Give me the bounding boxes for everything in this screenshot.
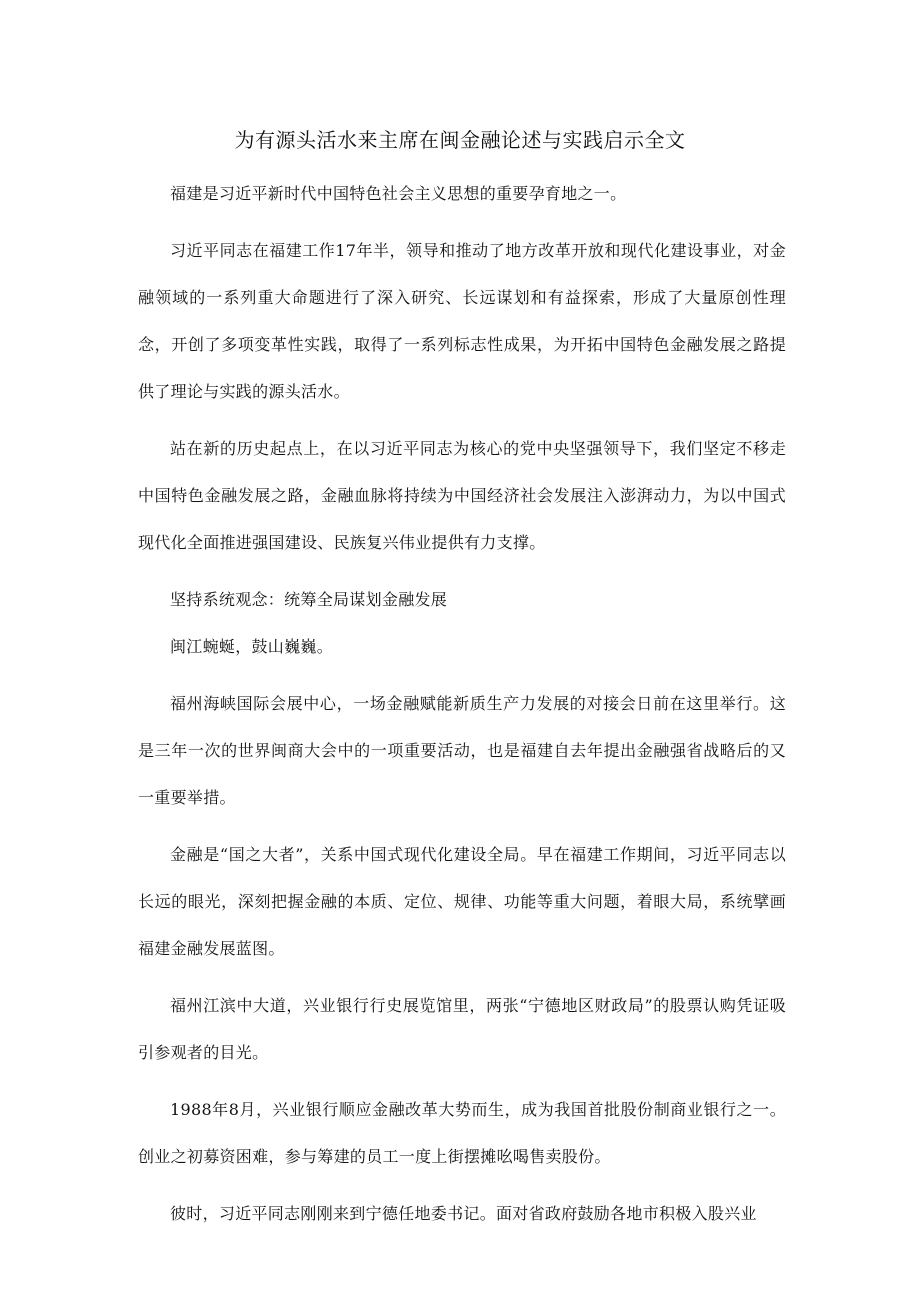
paragraph: 1988年8月，兴业银行顺应金融改革大势而生，成为我国首批股份制商业银行之一。创业之初募资困难，参与筹建的员工一度上街摆摊吆喝售卖股份。	[138, 1100, 786, 1166]
paragraph: 站在新的历史起点上，在以习近平同志为核心的党中央坚强领导下，我们坚定不移走中国特色金融发展之路，金融血脉将持续为中国经济社会发展注入澎湃动力，为以中国式现代化全面推进强国建设、民族复兴伟业提供有力支撑。	[138, 439, 786, 552]
paragraph: 彼时，习近平同志刚刚来到宁德任地委书记。面对省政府鼓励各地市积极入股兴业	[170, 1204, 757, 1223]
paragraph: 闽江蜿蜒，鼓山巍巍。	[170, 637, 334, 656]
paragraph: 福建是习近平新时代中国特色社会主义思想的重要孕育地之一。	[170, 184, 627, 203]
paragraph: 金融是“国之大者”，关系中国式现代化建设全局。早在福建工作期间，习近平同志以长远的眼光，深刻把握金融的本质、定位、规律、功能等重大问题，着眼大局，系统擘画福建金融发展蓝图。	[138, 845, 786, 958]
section-heading: 坚持系统观念：统筹全局谋划金融发展	[170, 590, 448, 609]
document-title: 为有源头活水来主席在闽金融论述与实践启示全文	[234, 128, 686, 152]
paragraph: 福州江滨中大道，兴业银行行史展览馆里，两张“宁德地区财政局”的股票认购凭证吸引参观者的目光。	[138, 996, 786, 1062]
paragraph: 习近平同志在福建工作17年半，领导和推动了地方改革开放和现代化建设事业，对金融领域的一系列重大命题进行了深入研究、长远谋划和有益探索，形成了大量原创性理念，开创了多项变革性实践，取得了一系列标志性成果，为开拓中国特色金融发展之路提供了理论与实践的源头活水。	[138, 241, 786, 401]
document-body	[138, 170, 786, 1247]
paragraph: 福州海峡国际会展中心，一场金融赋能新质生产力发展的对接会日前在这里举行。这是三年一次的世界闽商大会中的一项重要活动，也是福建自去年提出金融强省战略后的又一重要举措。	[138, 694, 786, 807]
